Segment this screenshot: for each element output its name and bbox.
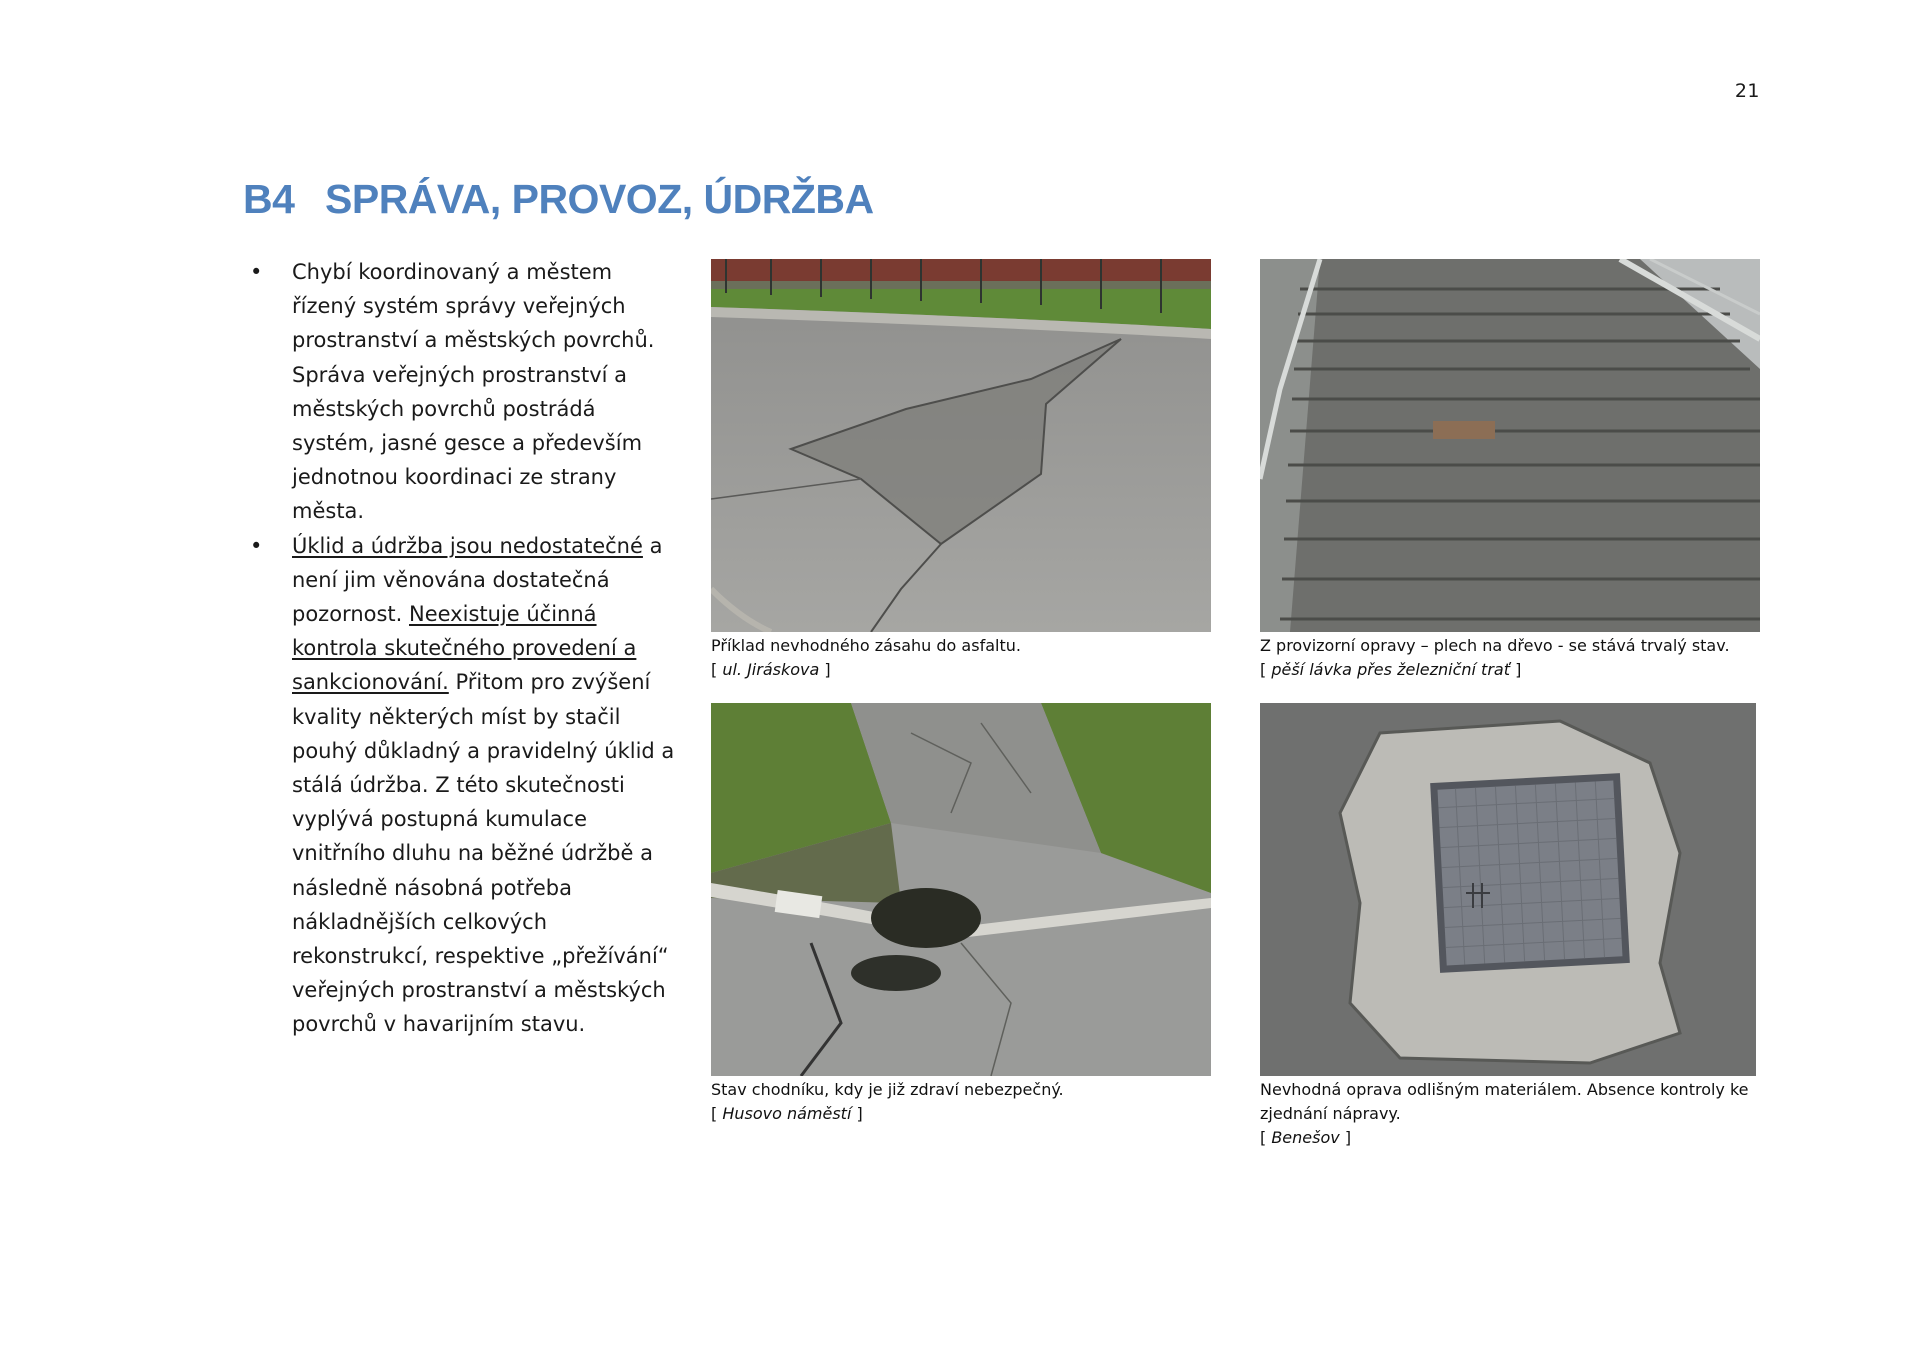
caption-text: Nevhodná oprava odlišným materiálem. Absence kontroly ke zjednání nápravy. (1260, 1080, 1749, 1123)
caption-text: Příklad nevhodného zásahu do asfaltu. (711, 636, 1021, 655)
underlined-text: Neexistuje účinná kontrola skutečného provedení a sankcionování. (292, 602, 637, 695)
bullet-icon: • (250, 260, 263, 284)
bullet-icon: • (250, 533, 263, 558)
body-text-list (250, 255, 680, 1042)
photo-manhole-repair (1260, 703, 1756, 1076)
caption-location: [ pěší lávka přes železniční trať ] (1260, 660, 1522, 679)
caption-location: [ Husovo náměstí ] (711, 1104, 863, 1123)
photo-damaged-sidewalk (711, 703, 1211, 1076)
photo-caption (1260, 634, 1760, 682)
bullet-text: Přitom pro zvýšení kvality některých míst by stačil pouhý důkladný a pravidelný úklid a stálá údržba. Z této skutečnosti vyplývá postupná kumulace vnitřního dluhu na běžné údržbě a následně násobná potřeba nákladnějších celkových rekonstrukcí, respektive „přežívání“ veřejných prostranství a městských povrchů v havarijním stavu. (292, 670, 675, 1037)
underlined-text: Úklid a údržba jsou nedostatečné (292, 533, 643, 558)
list-item (250, 529, 680, 1042)
photo-caption (711, 634, 1211, 682)
caption-text: Z provizorní opravy – plech na dřevo - se stává trvalý stav. (1260, 636, 1730, 655)
section-code: B4 (243, 176, 295, 222)
section-heading (243, 176, 874, 223)
list-item (250, 255, 680, 529)
bullet-text: Chybí koordinovaný a městem řízený systém správy veřejných prostranství a městských povrchů. Správa veřejných prostranství a městských povrchů postrádá systém, jasné gesce a především jednotnou koordinaci ze strany města. (292, 260, 655, 524)
section-title: SPRÁVA, PROVOZ, ÚDRŽBA (325, 176, 874, 222)
caption-location: [ ul. Jiráskova ] (711, 660, 831, 679)
page-number: 21 (1734, 80, 1760, 102)
caption-location: [ Benešov ] (1260, 1128, 1352, 1147)
photo-wooden-footbridge (1260, 259, 1760, 632)
bullet-text: a není jim věnována dostatečná pozornost. (292, 533, 663, 627)
photo-asphalt-patch (711, 259, 1211, 632)
photo-caption (711, 1078, 1211, 1126)
photo-caption (1260, 1078, 1756, 1150)
caption-text: Stav chodníku, kdy je již zdraví nebezpečný. (711, 1080, 1064, 1099)
